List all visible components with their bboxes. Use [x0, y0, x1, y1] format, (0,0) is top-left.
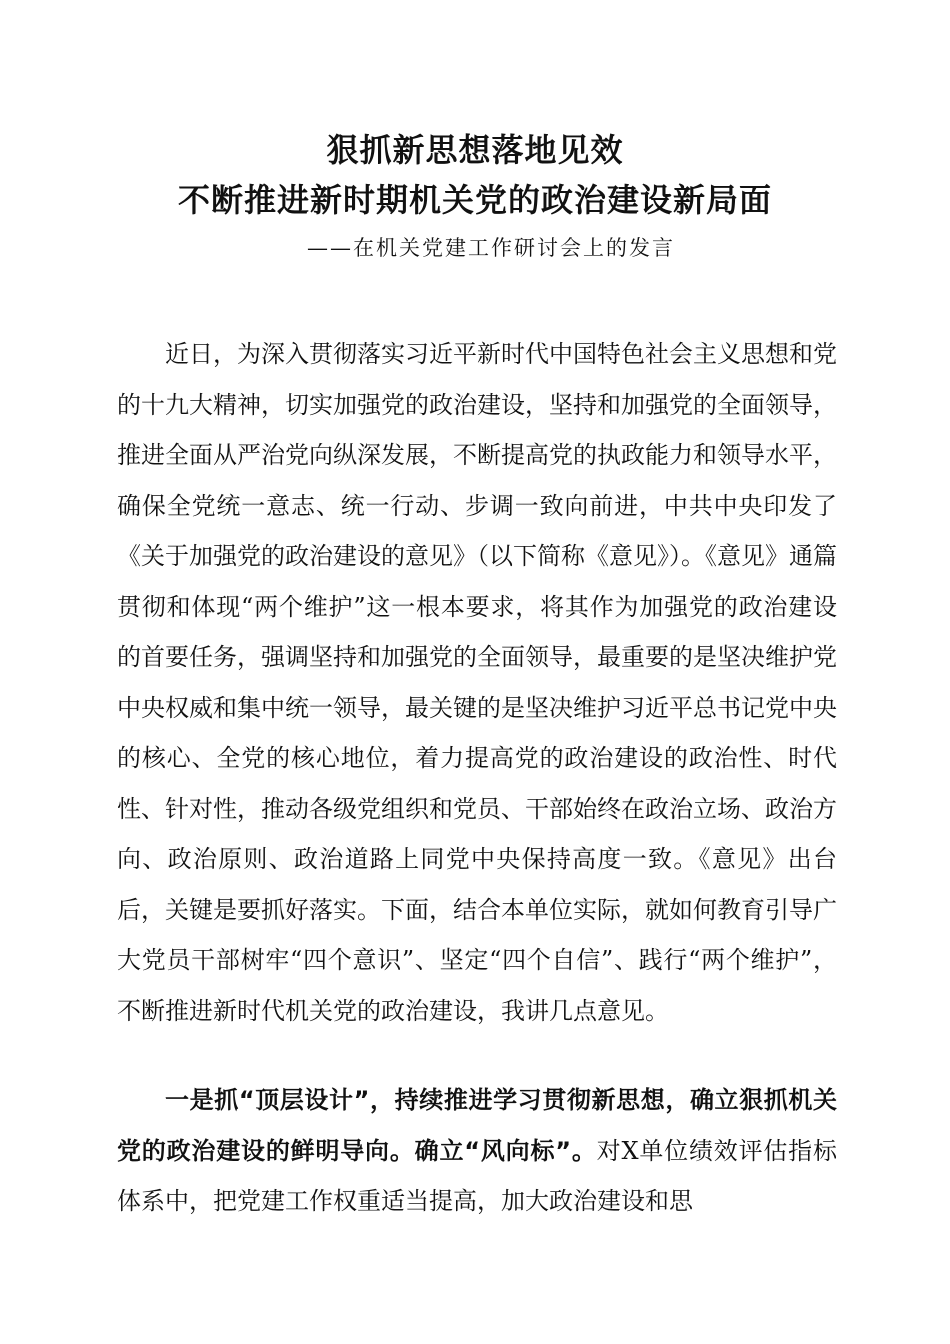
document-title-line-1: 狠抓新思想落地见效 [326, 131, 624, 169]
body-paragraph-1-container [117, 329, 837, 1036]
body-paragraph-1: 近日，为深入贯彻落实习近平新时代中国特色社会主义思想和党的十九大精神，切实加强党的政治建设，坚持和加强党的全面领导，推进全面从严治党向纵深发展，不断提高党的执政能力和领导水平，确保全党统一意志、统一行动、步调一致向前进，中共中央印发了《关于加强党的政治建设的意见》（以下简称《意见》）。《意见》通篇贯彻和体现“两个维护”这一根本要求，将其作为加强党的政治建设的首要任务，强调坚持和加强党的全面领导，最重要的是坚决维护党中央权威和集中统一领导，最关键的是坚决维护习近平总书记党中央的核心、全党的核心地位，着力提高党的政治建设的政治性、时代性、针对性，推动各级党组织和党员、干部始终在政治立场、政治方向、政治原则、政治道路上同党中央保持高度一致。《意见》出台后，关键是要抓好落实。下面，结合本单位实际，就如何教育引导广大党员干部树牢“四个意识”、坚定“四个自信”、践行“两个维护”，不断推进新时代机关党的政治建设，我讲几点意见。 [117, 340, 837, 1025]
body-paragraph-2 [117, 1075, 837, 1227]
document-subtitle: ——在机关党建工作研讨会上的发言 [307, 236, 675, 260]
document-title-line-2: 不断推进新时期机关党的政治建设新局面 [177, 181, 772, 219]
paragraph-2-bold-lead: 一是抓“顶层设计”，持续推进学习贯彻新思想，确立狠抓机关党的政治建设的鲜明导向。确立“风向标”。 [117, 1086, 837, 1165]
paragraph-2-text: 对X单位绩效评估指标体系中，把党建工作权重适当提高，加大政治建设和思 [117, 1136, 837, 1215]
body-paragraph-2-container [117, 1075, 837, 1227]
